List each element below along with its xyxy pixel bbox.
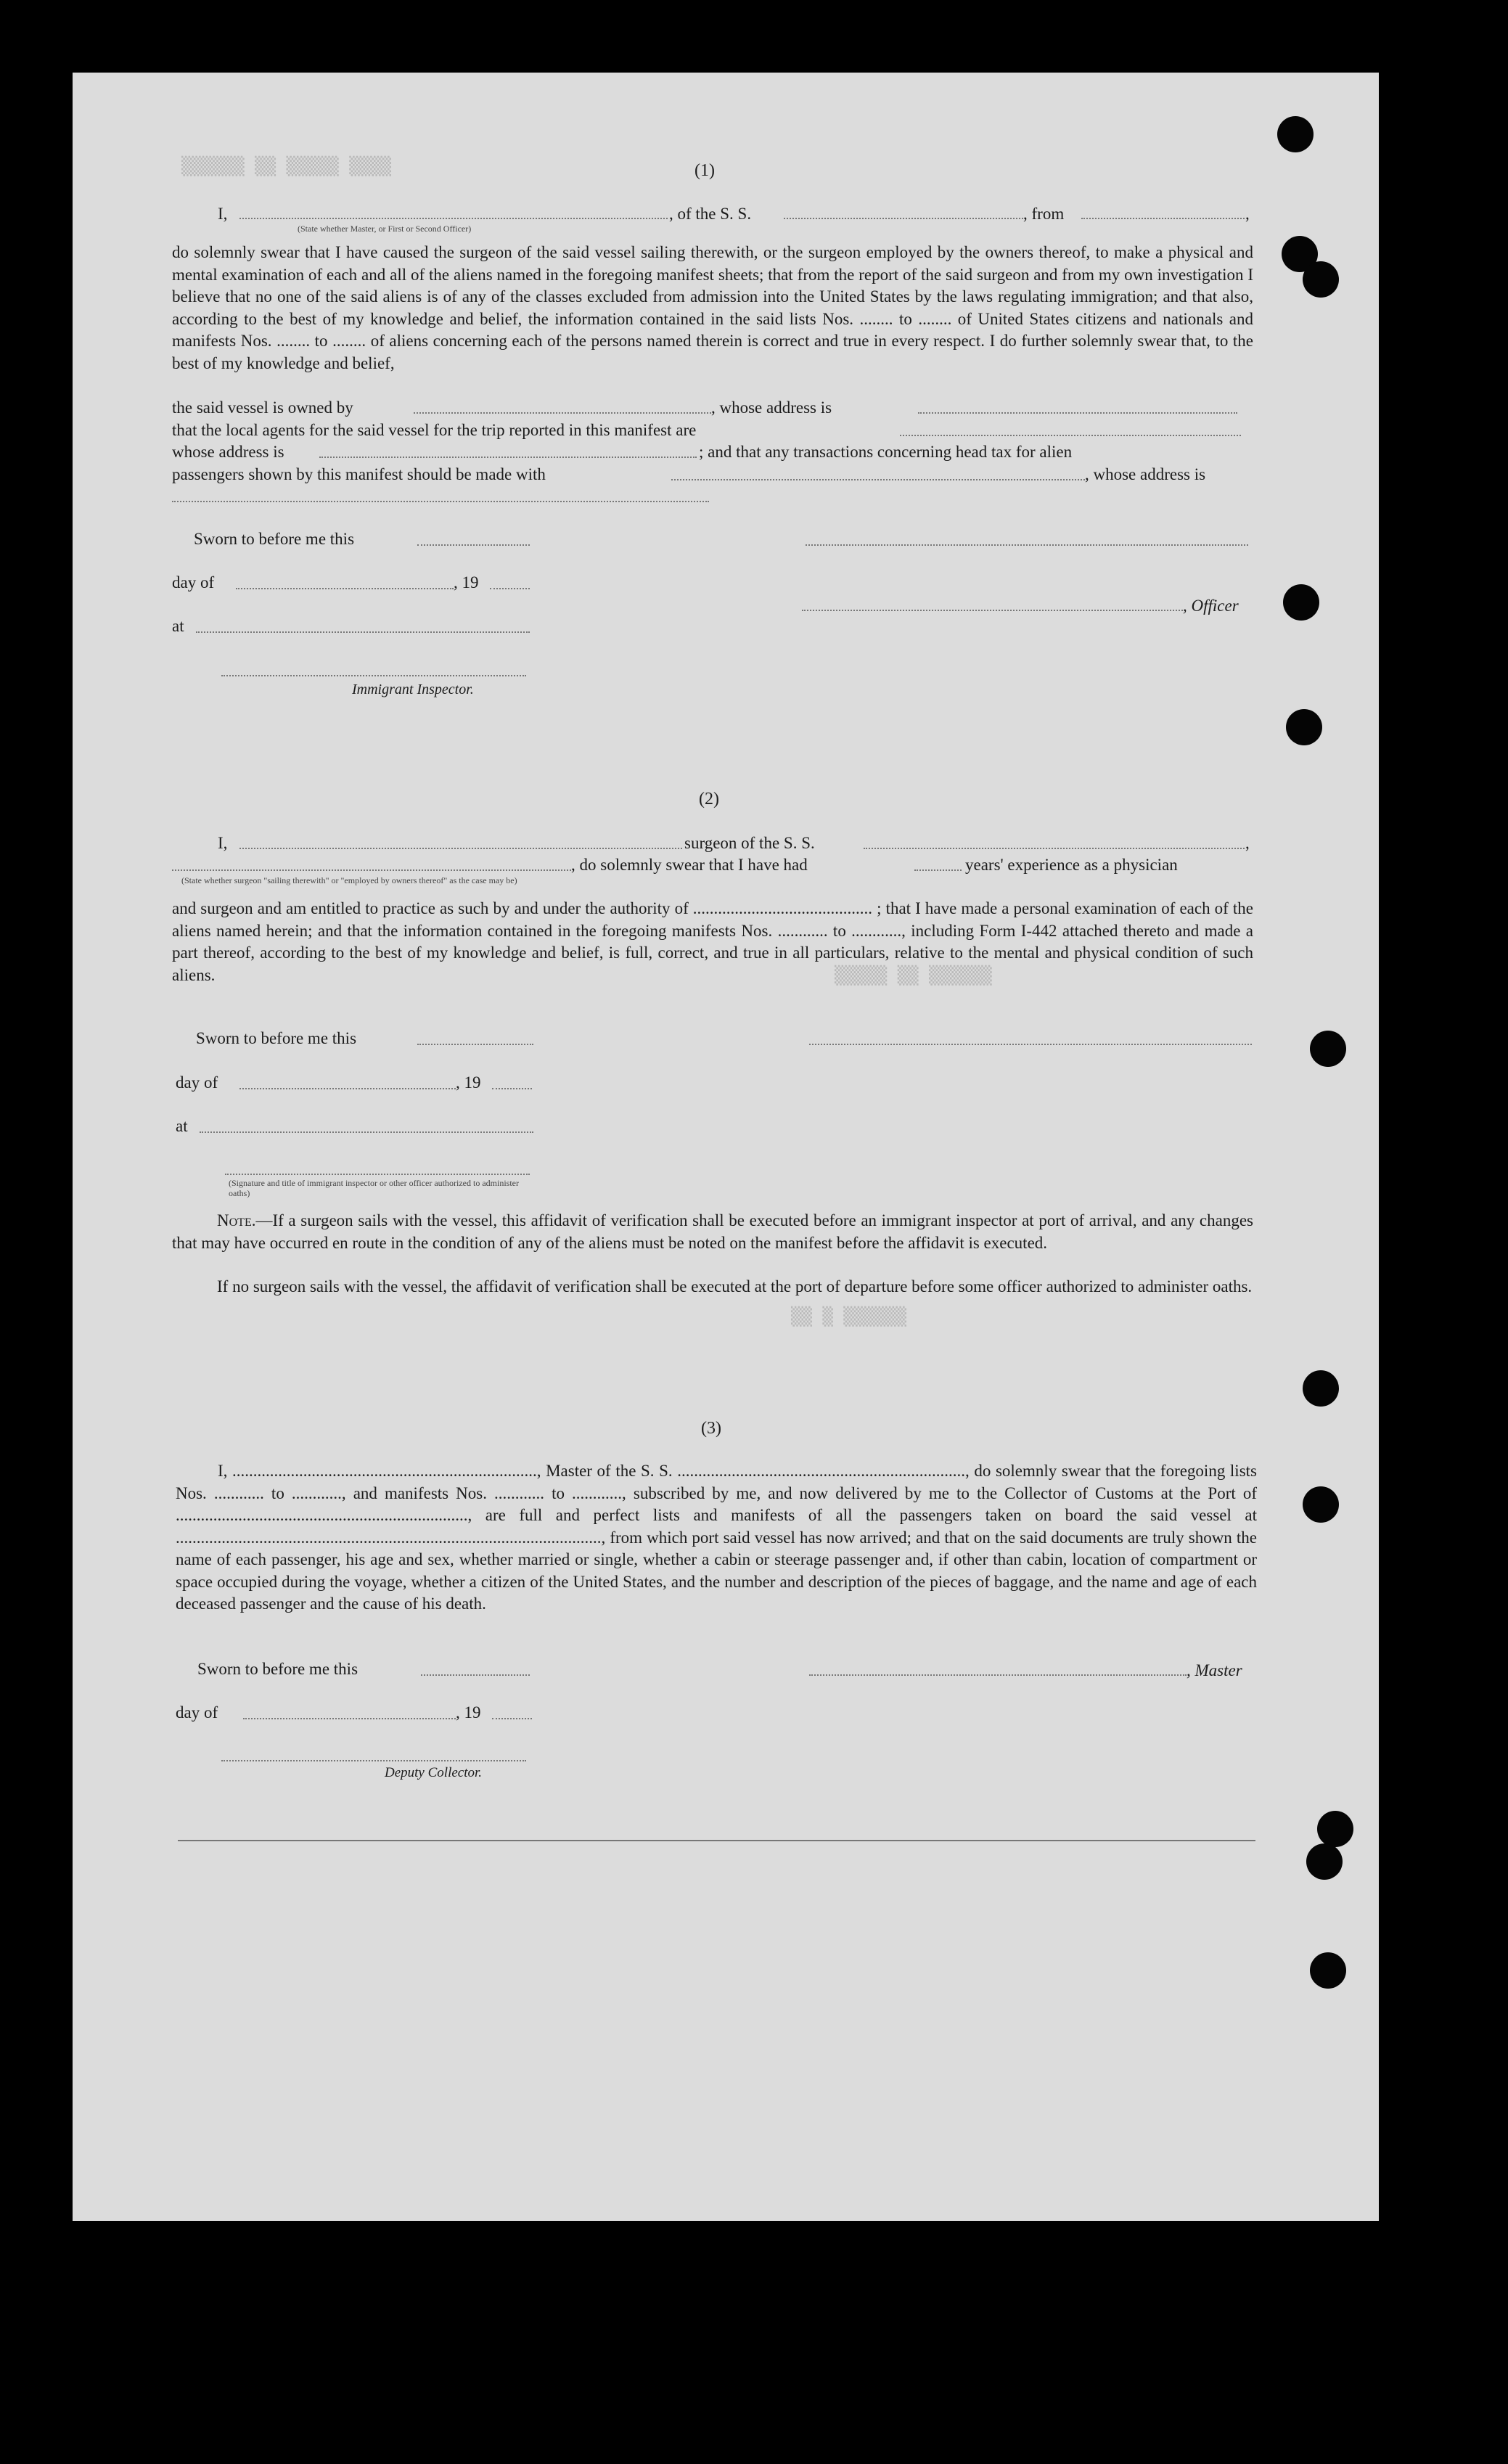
bleed-through-marking: ▒▒▒▒▒ ▒▒ ▒▒▒▒▒▒ — [835, 965, 992, 986]
s2-paragraph: and surgeon and am entitled to practice as such by and under the authority of ........................................... ; that I have made a personal examination of each of the aliens named herein; and that the information contained in the foregoing manifests Nos. ............ to ............, including Form I-442 attached thereto and made a part thereof, according to the best of my knowledge and belief, is full, correct, and true in all particulars, relative to the mental and physical condition of such aliens. — [172, 899, 1253, 984]
section-1-number: (1) — [694, 161, 715, 180]
binder-hole — [1286, 709, 1322, 745]
s2-sig-note: (Signature and title of immigrant inspector or other officer authorized to administer oaths) — [229, 1178, 519, 1198]
binder-hole — [1306, 1843, 1343, 1880]
s1-passengers: passengers shown by this manifest should be made with — [172, 465, 546, 483]
s1-whose-address-3: , whose address is — [1085, 465, 1206, 483]
s1-i: I, — [218, 205, 228, 223]
blank-inspector-signature — [221, 675, 526, 676]
s2-year: , 19 — [456, 1073, 481, 1092]
section-3-number: (3) — [701, 1419, 721, 1438]
blank-day-2 — [239, 1088, 456, 1089]
blank-officer-signature-2 — [802, 610, 1183, 611]
s2-sworn: Sworn to before me this — [196, 1029, 357, 1047]
blank-head-tax-party — [671, 479, 1085, 480]
s1-end: , — [1245, 205, 1250, 223]
blank-sworn-date — [417, 544, 530, 546]
blank-officer-signature-1 — [806, 544, 1248, 546]
s2-note-text: —If a surgeon sails with the vessel, this affidavit of verification shall be executed before an immigrant inspector at port of arrival, and any changes that may have occurred en route in the condition of any of the aliens must be noted on the manifest before the affidavit is executed. — [172, 1211, 1253, 1252]
blank-day-3 — [243, 1718, 456, 1719]
blank-head-tax-address — [172, 501, 709, 502]
binder-hole — [1310, 1031, 1346, 1067]
blank-officer-name — [239, 218, 668, 219]
blank-surgeon-signature — [809, 1044, 1252, 1045]
s1-year: , 19 — [454, 573, 479, 592]
s2-at: at — [176, 1117, 188, 1135]
s1-note: (State whether Master, or First or Second Officer) — [298, 224, 472, 234]
s3-master: , Master — [1187, 1661, 1242, 1679]
s1-owned-by: the said vessel is owned by — [172, 398, 353, 417]
s2-i: I, — [218, 834, 228, 852]
blank-place — [196, 631, 530, 633]
s1-at: at — [172, 617, 184, 635]
s2-years-exp: years' experience as a physician — [965, 856, 1178, 874]
s2-note — [172, 1210, 1253, 1254]
binder-hole — [1317, 1811, 1353, 1847]
blank-year-3 — [492, 1718, 532, 1719]
s2-note-2: If no surgeon sails with the vessel, the affidavit of verification shall be executed at the port of departure before some officer authorized to administer oaths. — [217, 1277, 1253, 1296]
binder-hole — [1303, 1370, 1339, 1407]
binder-hole — [1277, 116, 1314, 152]
s3-sworn: Sworn to before me this — [197, 1660, 358, 1678]
s1-of-ss: , of the S. S. — [669, 205, 752, 223]
s1-inspector: Immigrant Inspector. — [352, 682, 474, 697]
s2-end: , — [1245, 834, 1250, 852]
blank-collector-signature — [221, 1760, 526, 1761]
blank-surgeon-status — [172, 869, 571, 871]
bottom-rule — [178, 1840, 1255, 1841]
s3-day-of: day of — [176, 1703, 218, 1722]
blank-sworn-date-3 — [421, 1674, 530, 1676]
s1-sworn: Sworn to before me this — [194, 530, 355, 548]
s1-head-tax: ; and that any transactions concerning head tax for alien — [699, 443, 1073, 461]
blank-officer-signature-3 — [225, 1174, 530, 1175]
blank-master-signature — [809, 1674, 1187, 1676]
blank-from-port — [1081, 218, 1245, 219]
s2-note-label: Note. — [217, 1211, 256, 1229]
s1-from: , from — [1023, 205, 1065, 223]
s3-collector: Deputy Collector. — [385, 1765, 483, 1780]
blank-year — [490, 588, 530, 589]
s2-surgeon-of: surgeon of the S. S. — [684, 834, 815, 852]
s1-officer: , Officer — [1183, 597, 1239, 615]
blank-local-agents — [900, 435, 1241, 436]
s1-paragraph: do solemnly swear that I have caused the surgeon of the said vessel sailing therewith, or the surgeon employed by the owners thereof, to make a physical and mental examination of each and all of the aliens named in the foregoing manifest sheets; that from the report of the said surgeon and from my own investigation I believe that no one of the said aliens is of any of the classes excluded from admission into the United States by the laws regulating immigration; and that also, according to the best of my knowledge and belief, the information contained in the said lists Nos. ........ to ........ of United States citizens and nationals and manifests Nos. ........ to ........ of aliens concerning each of the persons named therein is correct and true in every respect. I do further solemnly swear that, to the best of my knowledge and belief, — [172, 243, 1253, 372]
s2-day-of: day of — [176, 1073, 218, 1092]
blank-sworn-date-2 — [417, 1044, 533, 1045]
blank-year-2 — [492, 1088, 532, 1089]
binder-hole — [1310, 1952, 1346, 1989]
blank-agent-address — [319, 457, 697, 458]
blank-place-2 — [200, 1131, 533, 1133]
blank-surgeon-vessel — [864, 848, 1245, 849]
binder-hole — [1303, 1486, 1339, 1523]
s2-note: (State whether surgeon "sailing therewith" or "employed by owners thereof" as the case may be) — [181, 875, 517, 885]
s1-day-of: day of — [172, 573, 215, 592]
manifest-back-page — [73, 73, 1379, 2221]
bleed-through-marking: ▒▒ ▒ ▒▒▒▒▒▒ — [791, 1306, 906, 1327]
section-2-number: (2) — [699, 790, 719, 809]
s1-local-agents: that the local agents for the said vessel for the trip reported in this manifest are — [172, 421, 697, 439]
bleed-through-marking: ▒▒▒▒▒▒ ▒▒ ▒▒▒▒▒ ▒▒▒▒ — [181, 156, 391, 176]
blank-day — [236, 588, 454, 589]
blank-years — [914, 869, 962, 871]
s2-do-solemnly: , do solemnly swear that I have had — [571, 856, 808, 874]
blank-owner-address — [918, 412, 1237, 414]
blank-vessel-name — [784, 218, 1023, 219]
s3-year: , 19 — [456, 1703, 481, 1722]
binder-hole — [1283, 584, 1319, 621]
s3-paragraph: I, ........................................................................., Master of the S. S. ....................................................................., do solemnly swear that the foregoing lists Nos. ............ to ............, and manifests Nos. ............ to ............, subscribed by me, and now delivered by me to the Collector of Customs at the Port of ......................................................................, are full and perfect lists and manifests of all the passengers taken on board the said vessel at ......................................................................................................, from which port said vessel has now arrived; and that on the said documents are truly shown the name of each passenger, his age and sex, whether married or single, whether a cabin or steerage passenger and, if other than cabin, location of compartment or space occupied during the voyage, whether a citizen of the United States, and the number and description of the pieces of baggage, and the name and age of each deceased passenger and the cause of his death. — [176, 1462, 1257, 1613]
binder-hole — [1303, 261, 1339, 298]
s1-whose-address: , whose address is — [711, 398, 832, 417]
s1-whose-address-2: whose address is — [172, 443, 284, 461]
blank-surgeon-name — [239, 848, 682, 849]
blank-owner — [414, 412, 711, 414]
